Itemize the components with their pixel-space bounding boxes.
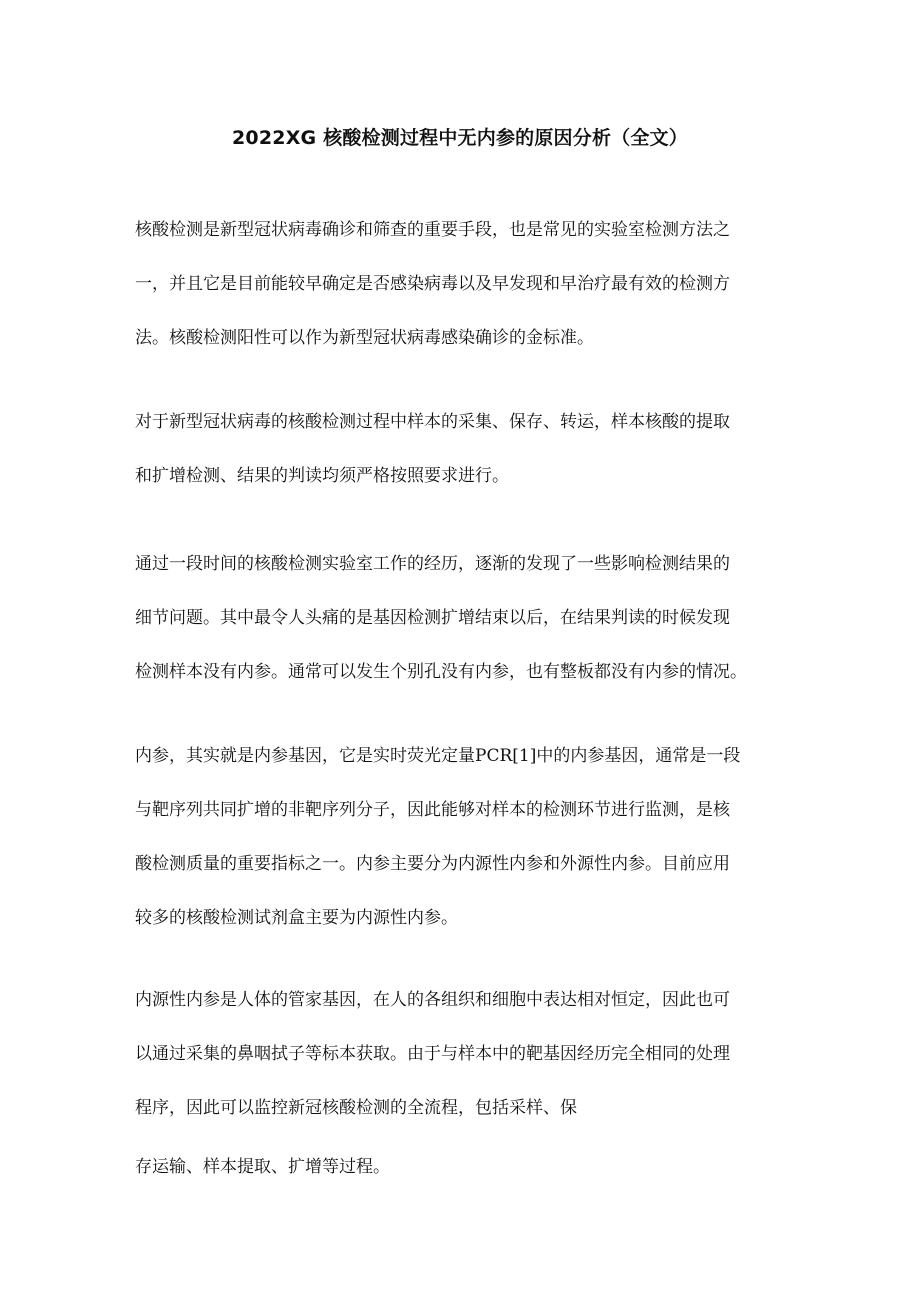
paragraph-6 bbox=[135, 1140, 800, 1194]
paragraph-text: 中的内参基因，通常是一段 bbox=[536, 746, 741, 766]
paragraph-line: 程序，因此可以监控新冠核酸检测的全流程，包括采样、保 bbox=[135, 1098, 577, 1118]
paragraph-line: 通过一段时间的核酸检测实验室工作的经历，逐渐的发现了一些影响检测结果的 bbox=[135, 554, 730, 574]
paragraph-line: 对于新型冠状病毒的核酸检测过程中样本的采集、保存、转运，样本核酸的提取 bbox=[135, 412, 730, 432]
paragraph-line: 核酸检测是新型冠状病毒确诊和筛查的重要手段，也是常见的实验室检测方法之 bbox=[135, 220, 730, 240]
paragraph-line: 和扩增检测、结果的判读均须严格按照要求进行。 bbox=[135, 466, 509, 486]
paragraph-line: 存运输、样本提取、扩增等过程。 bbox=[135, 1157, 390, 1177]
paragraph-line: 较多的核酸检测试剂盒主要为内源性内参。 bbox=[135, 908, 458, 928]
paragraph-line: 检测样本没有内参。通常可以发生个别孔没有内参，也有整板都没有内参的情况。 bbox=[135, 662, 747, 682]
document-title: 2022XG 核酸检测过程中无内参的原因分析（全文） bbox=[232, 127, 688, 149]
paragraph-1 bbox=[135, 203, 800, 365]
paragraph-5 bbox=[135, 973, 800, 1135]
paragraph-3 bbox=[135, 537, 800, 699]
paragraph-line: 以通过采集的鼻咽拭子等标本获取。由于与样本中的靶基因经历完全相同的处理 bbox=[135, 1044, 730, 1064]
paragraph-line: 酸检测质量的重要指标之一。内参主要分为内源性内参和外源性内参。目前应用 bbox=[135, 854, 730, 874]
paragraph-line: 内源性内参是人体的管家基因，在人的各组织和细胞中表达相对恒定，因此也可 bbox=[135, 990, 730, 1010]
paragraph-line: 细节问题。其中最令人头痛的是基因检测扩增结束以后，在结果判读的时候发现 bbox=[135, 608, 730, 628]
paragraph-line bbox=[135, 729, 800, 783]
paragraph-line: 一，并且它是目前能较早确定是否感染病毒以及早发现和早治疗最有效的检测方 bbox=[135, 274, 730, 294]
paragraph-4 bbox=[135, 729, 800, 945]
paragraph-line: 与靶序列共同扩增的非靶序列分子，因此能够对样本的检测环节进行监测，是核 bbox=[135, 800, 730, 820]
paragraph-2 bbox=[135, 395, 800, 503]
paragraph-line: 法。核酸检测阳性可以作为新型冠状病毒感染确诊的金标准。 bbox=[135, 328, 594, 348]
paragraph-text: 内参，其实就是内参基因，它是实时荧光定量 bbox=[135, 746, 475, 766]
reference-marker: PCR[1] bbox=[475, 746, 537, 766]
